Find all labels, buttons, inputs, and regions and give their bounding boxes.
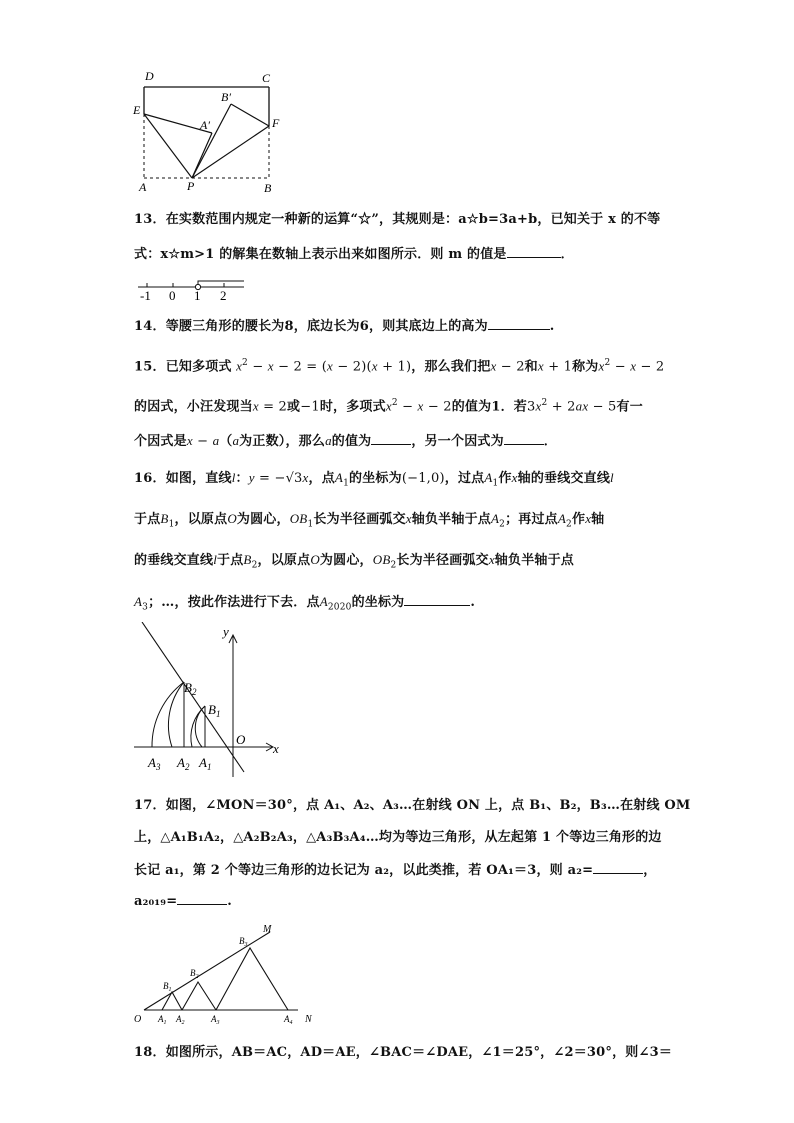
question-13-number: 13． [134, 212, 166, 227]
question-16-text: 轴的垂线交直线 [517, 471, 611, 486]
answer-blank-14[interactable] [488, 316, 550, 330]
question-13-text-2: 式：x☆m>1 的解集在数轴上表示出来如图所示．则 m 的值是 [134, 247, 507, 262]
label-A3: $A_3$ [211, 1014, 220, 1026]
question-15-text: 时，多项式 [319, 399, 386, 415]
question-15-line-1: 15．已知多项式 $x^2 - x - 2 = (x - 2)(x + 1)$，那么我们把x − 2和x + 1称为$x^2 - x - 2$ [134, 358, 665, 375]
question-16-text: 轴负半轴于点 [494, 553, 574, 568]
label-A: A [139, 180, 147, 194]
question-17-number: 17． [134, 798, 166, 813]
tick-label: 1 [194, 288, 201, 303]
question-16-text: 如图，直线 [165, 471, 232, 486]
tick-label: 2 [220, 288, 227, 303]
equilateral-triangles-figure [128, 918, 328, 1030]
label-A1: $A_1$ [199, 755, 212, 772]
answer-blank-13[interactable] [507, 244, 561, 258]
question-16-text: 轴 [591, 512, 605, 527]
label-B1: $B_1$ [208, 702, 221, 719]
rectangle-fold-figure [128, 64, 288, 198]
question-16-text: 轴负半轴于点 [411, 512, 491, 527]
question-16-number: 16． [134, 471, 166, 486]
question-15-text: ，那么我们把 [411, 359, 491, 375]
question-15-text: （ [219, 434, 233, 449]
label-F: F [272, 116, 280, 130]
label-x: x [273, 741, 279, 756]
label-P: P [187, 179, 195, 193]
question-18 [134, 1043, 672, 1063]
question-15-text: 已知多项式 [165, 359, 232, 375]
label-C: C [262, 71, 271, 85]
question-16-text: ；再过点 [505, 512, 558, 527]
question-14-end: . [549, 319, 555, 334]
label-A4: $A_4$ [284, 1014, 293, 1026]
question-18-number: 18． [134, 1045, 166, 1060]
question-13-end: ． [560, 247, 574, 262]
question-17-text: a₂₀₁₉= [134, 894, 178, 909]
question-15-text: 为正数），那么 [239, 434, 326, 449]
question-16-text: 的坐标为 [351, 595, 405, 610]
question-13-text: 在实数范围内规定一种新的运算“☆”，其规则是：a☆b=3a+b，已知关于 x 的不等 [165, 212, 661, 227]
question-17-text: ， [643, 863, 657, 878]
question-14-number: 14． [134, 319, 166, 334]
question-15-line-2: 的因式，小汪发现当x = 2或−1时，多项式$x^2 - x - 2$的值为1．若$3x^2 + 2ax - 5$有一 [134, 398, 643, 415]
label-A2: $A_2$ [176, 1014, 185, 1026]
question-16-text: 为圆心， [236, 512, 290, 527]
tick-label: -1 [140, 288, 151, 303]
answer-blank-16[interactable] [404, 592, 470, 606]
label-D: D [145, 69, 154, 83]
question-18-text: 如图所示，AB＝AC，AD＝AE，∠BAC＝∠DAE，∠1＝25°，∠2＝30°，则∠3＝ [165, 1045, 673, 1060]
question-15-line-3: 个因式是x − a（a为正数），那么a的值为 ，另一个因式为 ． [134, 433, 557, 449]
question-16-text: ，点 [308, 471, 335, 486]
question-15-text: 或 [287, 399, 301, 415]
label-A3: $A_3$ [148, 755, 161, 772]
question-15-text: 有一 [616, 399, 643, 415]
question-15-number: 15． [134, 359, 166, 375]
question-17-line-1 [134, 796, 691, 816]
question-17-line-4 [134, 891, 232, 912]
question-16-text: . [470, 595, 476, 610]
label-A1: $A_1$ [158, 1014, 167, 1026]
question-15-text: ． [543, 434, 557, 449]
label-N: N [305, 1014, 312, 1025]
question-16-text: ，以原点 [257, 553, 311, 568]
question-16-text: 作 [571, 512, 586, 527]
question-17-line-3 [134, 860, 656, 881]
question-16-line-1: 16．如图，直线l：y = −√3x，点$A_1$的坐标为(−1,0)，过点$A_1$作x轴的垂线交直线l [134, 470, 614, 489]
answer-blank-15a[interactable] [371, 431, 411, 445]
question-16-line-4: $A_3$；…，按此作法进行下去．点$A_{2020}$的坐标为 . [134, 594, 476, 613]
question-14 [134, 316, 555, 337]
coordinate-arcs-figure [132, 622, 292, 780]
label-O: O [236, 732, 246, 747]
question-15-text: 和 [524, 359, 538, 375]
question-17-text: 如图，∠MON＝30°，点 A₁、A₂、A₃…在射线 ON 上，点 B₁、B₂，B₃…在射线 OM [165, 798, 691, 813]
question-16-line-3: 的垂线交直线l于点$B_2$，以原点O为圆心，$OB_2$长为半径画弧交x轴负半轴于点 [134, 552, 574, 571]
label-B1: $B_1$ [163, 981, 172, 993]
question-16-text: 的垂线交直线 [134, 553, 214, 568]
tick-label: 0 [169, 288, 176, 303]
question-16-text: 于点 [134, 512, 161, 527]
question-16-text: ，以原点 [174, 512, 228, 527]
question-15-text: 称为 [572, 359, 599, 375]
label-B2: $B_2$ [190, 968, 199, 980]
label-A-prime: A′ [200, 118, 210, 132]
answer-blank-17b[interactable] [177, 891, 227, 905]
label-O: O [134, 1014, 142, 1025]
label-B3: $B_3$ [239, 936, 248, 948]
question-15-text: 个因式是 [134, 434, 187, 449]
question-17-line-2 [134, 828, 662, 848]
label-y: y [223, 624, 229, 639]
label-A2: $A_2$ [177, 755, 190, 772]
question-17-text: 长记 a₁，第 2 个等边三角形的边长记为 a₂，以此类推，若 OA₁＝3，则 a₂= [134, 863, 594, 878]
label-B2: $B_2$ [184, 680, 197, 697]
question-16-text: 作 [498, 471, 512, 486]
question-16-text: 长为半径画弧交 [313, 512, 406, 527]
question-13-line-2 [134, 244, 574, 265]
question-16-text: 长为半径画弧交 [396, 553, 489, 568]
question-16-text: 为圆心， [319, 553, 373, 568]
question-17-text: . [227, 894, 233, 909]
question-13-line-1 [134, 210, 660, 230]
question-16-text: ： [235, 471, 249, 486]
question-16-text: 于点 [217, 553, 244, 568]
answer-blank-17a[interactable] [593, 860, 643, 874]
label-B-prime: B′ [221, 90, 231, 104]
question-17-text: 上，△A₁B₁A₂，△A₂B₂A₃，△A₃B₃A₄…均为等边三角形，从左起第 1 个等边三角形的边 [134, 830, 662, 845]
question-14-text: 等腰三角形的腰长为8，底边长为6，则其底边上的高为 [165, 319, 488, 334]
question-15-text: 的值为1．若 [451, 399, 527, 415]
question-16-text: 的坐标为 [349, 471, 402, 486]
answer-blank-15b[interactable] [504, 431, 544, 445]
label-E: E [133, 103, 141, 117]
question-16-text: ；…，按此作法进行下去．点 [148, 595, 320, 610]
question-15-text: 的因式，小汪发现当 [134, 399, 253, 415]
number-line [132, 278, 252, 306]
question-15-text: ，另一个因式为 [411, 434, 504, 449]
question-16-text: ，过点 [444, 471, 485, 486]
label-M: M [263, 924, 272, 935]
question-15-text: 的值为 [331, 434, 372, 449]
label-B: B [264, 181, 272, 195]
question-16-line-2: 于点$B_1$，以原点O为圆心，$OB_1$长为半径画弧交x轴负半轴于点$A_2$；再过点$A_2$作x轴 [134, 511, 605, 530]
